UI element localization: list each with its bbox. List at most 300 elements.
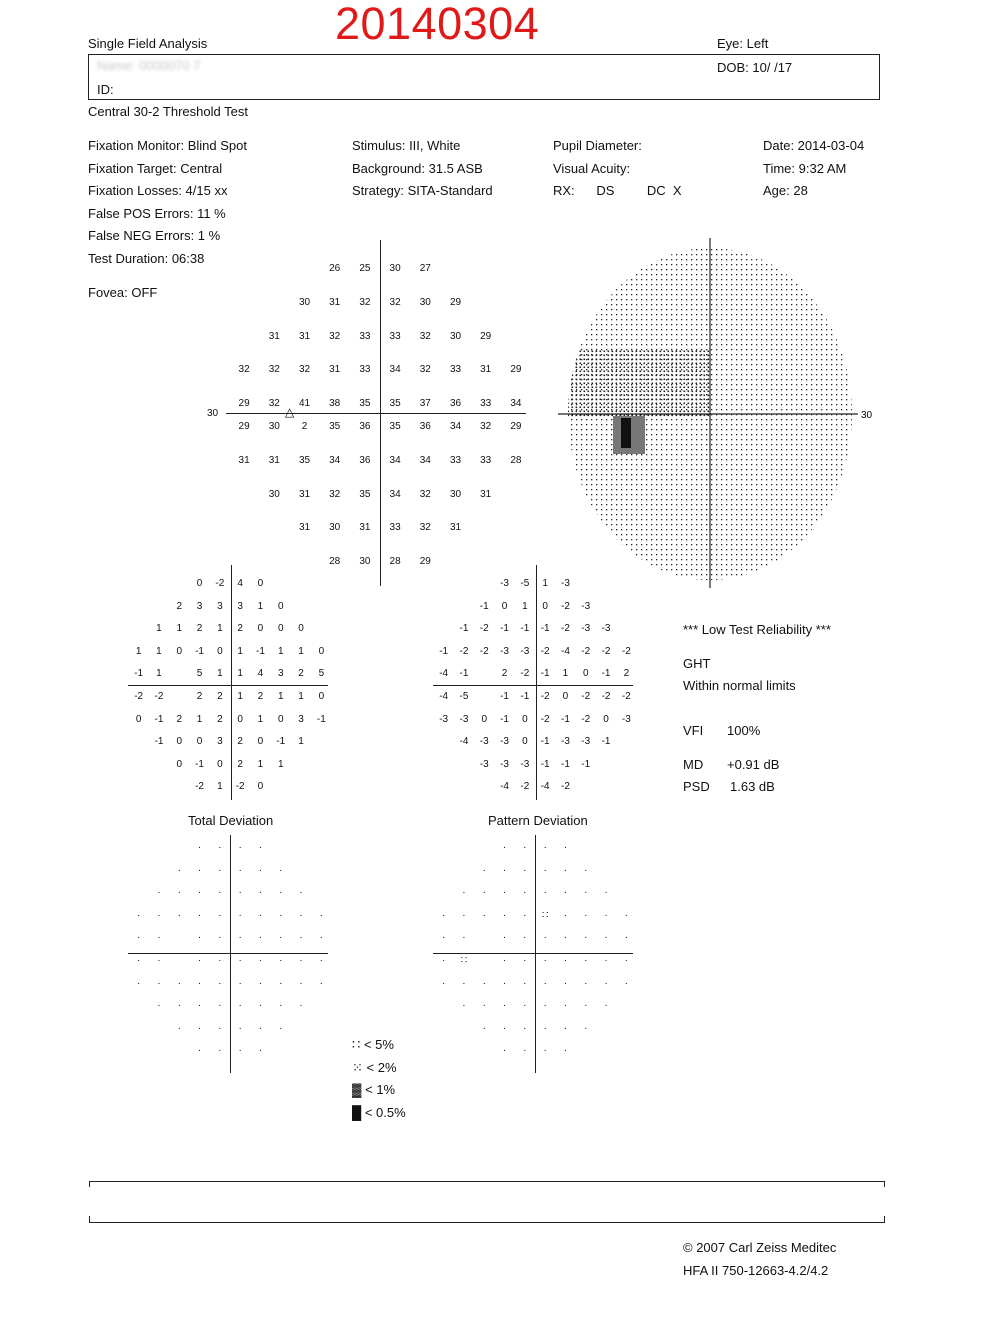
legend-5pct: [352, 1037, 394, 1053]
pd-cell: -1: [500, 691, 509, 702]
td-prob-symbol: ·: [197, 1045, 202, 1057]
td-cell: 2: [257, 691, 264, 702]
threshold-cell: 38: [329, 398, 341, 410]
pd-cell: -1: [439, 645, 449, 657]
reliability-warning: *** Low Test Reliability ***: [683, 622, 831, 637]
legend-1pct-label: < 1%: [365, 1082, 396, 1097]
pd-cell: -2: [540, 691, 550, 702]
grayscale-axis-label-right: 30: [861, 410, 873, 421]
pd-cell: -2: [459, 645, 469, 657]
td-prob-symbol: ·: [258, 932, 263, 944]
threshold-cell: 35: [329, 421, 341, 432]
dob-text: DOB: 10/ /17: [717, 60, 793, 75]
td-cell: 0: [277, 600, 284, 612]
pd-prob-symbol: ·: [502, 1045, 507, 1057]
pd-prob-symbol: ·: [462, 932, 466, 944]
threshold-cell: 33: [449, 364, 462, 376]
td-prob-symbol: ·: [279, 864, 283, 876]
td-cell: 0: [135, 713, 142, 725]
threshold-cell: 30: [329, 522, 341, 534]
pd-prob-symbol: ·: [624, 977, 629, 989]
td-prob-symbol: ·: [238, 842, 242, 853]
report-title: Single Field Analysis: [88, 36, 208, 51]
pd-cell: 0: [522, 713, 528, 725]
pd-prob-symbol: ·: [502, 977, 507, 989]
pd-cell: -1: [540, 668, 550, 680]
td-cell: 3: [217, 600, 223, 612]
threshold-cell: 32: [329, 330, 341, 342]
td-prob-symbol: ·: [218, 1000, 222, 1012]
threshold-cell: 27: [419, 263, 431, 274]
threshold-cell: 31: [359, 522, 371, 534]
pd-prob-symbol: ·: [624, 909, 629, 921]
pd-prob-symbol: ·: [482, 864, 486, 876]
md-value: +0.91 dB: [727, 757, 780, 772]
td-prob-symbol: ·: [238, 932, 242, 944]
pd-prob-symbol: ·: [563, 955, 568, 966]
threshold-cell: 34: [419, 454, 431, 466]
td-prob-symbol: ·: [279, 955, 283, 966]
pd-prob-symbol: ·: [523, 1000, 527, 1012]
pd-cell: -3: [500, 578, 509, 589]
threshold-cell: 35: [359, 398, 371, 410]
td-cell: 0: [257, 781, 264, 793]
td-prob-symbol: ·: [258, 1022, 263, 1034]
pd-prob-symbol: ·: [462, 1000, 466, 1012]
threshold-cell: 32: [419, 330, 431, 342]
pd-cell: -2: [560, 781, 570, 793]
threshold-cell: 31: [298, 488, 311, 500]
td-prob-symbol: ·: [218, 955, 222, 966]
threshold-cell: 31: [268, 454, 280, 466]
threshold-cell: 26: [329, 263, 341, 274]
threshold-cell: 32: [419, 364, 431, 376]
td-prob-symbol: ·: [157, 955, 161, 966]
td-cell: 2: [298, 668, 304, 680]
pd-prob-symbol: ·: [502, 932, 507, 944]
ght-label: GHT: [683, 656, 711, 671]
pd-prob-symbol: ·: [502, 864, 507, 876]
footer-tick-br: [884, 1216, 885, 1222]
pd-prob-symbol: ·: [462, 977, 466, 989]
threshold-cell: 31: [329, 364, 341, 376]
pd-cell: -2: [520, 781, 530, 793]
threshold-cell: 31: [268, 330, 280, 342]
pd-prob-symbol: ·: [604, 955, 608, 966]
md-label: MD: [683, 757, 704, 772]
pd-prob-symbol: ·: [543, 932, 547, 944]
pd-cell: -1: [459, 668, 469, 680]
pd-prob-symbol: ·: [441, 977, 446, 989]
td-label: Total Deviation: [188, 813, 274, 828]
td-prob-symbol: ·: [319, 909, 324, 921]
td-cell: 3: [237, 600, 243, 612]
pd-cell: -4: [540, 781, 550, 793]
td-cell: -2: [235, 781, 245, 793]
pd-prob-symbol: ·: [441, 909, 446, 921]
td-prob-symbol: ·: [279, 977, 283, 989]
threshold-cell: 29: [419, 556, 431, 568]
threshold-cell: 32: [298, 364, 311, 376]
footer-tick-tl: [89, 1181, 90, 1187]
threshold-cell: 2: [301, 421, 308, 432]
threshold-cell: 36: [359, 421, 371, 432]
pd-prob-symbol: ∷: [460, 955, 468, 966]
threshold-cell: 41: [298, 398, 311, 410]
td-prob-symbol: ·: [157, 887, 161, 899]
pd-cell: -2: [601, 691, 611, 702]
eye-label: Eye: Left: [717, 36, 769, 51]
pd-prob-symbol: ·: [604, 909, 608, 921]
td-cell: 1: [298, 691, 304, 702]
td-cell: 2: [176, 600, 183, 612]
pd-prob-symbol: ·: [441, 955, 446, 966]
threshold-cell: 31: [298, 522, 311, 534]
pd-cell: 0: [542, 600, 548, 612]
td-cell: 1: [298, 736, 304, 748]
pd-cell: -3: [500, 736, 509, 748]
pd-cell: 0: [582, 668, 589, 680]
td-prob-symbol: ·: [177, 909, 181, 921]
td-prob-symbol: ·: [238, 977, 242, 989]
pd-prob-symbol: ·: [543, 1000, 547, 1012]
td-cell: 1: [156, 645, 162, 657]
footer-tick-bl: [89, 1216, 90, 1222]
pd-cell: -2: [540, 713, 550, 725]
threshold-cell: 34: [510, 398, 522, 410]
td-prob-symbol: ·: [258, 1045, 263, 1057]
pd-prob-symbol: ·: [563, 1022, 568, 1034]
pd-cell: -2: [479, 623, 489, 635]
pd-prob-symbol: ·: [563, 864, 568, 876]
pd-cell: -2: [581, 691, 591, 702]
pd-prob-symbol: ·: [543, 955, 547, 966]
td-cell: 0: [298, 623, 304, 635]
td-cell: 2: [196, 623, 203, 635]
pd-cell: -3: [560, 578, 570, 589]
pd-prob-symbol: ·: [502, 909, 507, 921]
td-cell: 3: [196, 600, 203, 612]
threshold-cell: 29: [510, 421, 522, 432]
threshold-cell: 36: [359, 454, 371, 466]
pd-cell: 0: [562, 691, 569, 702]
pd-prob-symbol: ·: [563, 1000, 568, 1012]
pupil-diameter: Pupil Diameter:: [553, 138, 642, 153]
threshold-cell: 31: [329, 296, 341, 308]
td-prob-symbol: ·: [177, 864, 181, 876]
td-cell: 0: [257, 623, 264, 635]
td-prob-symbol: ·: [218, 932, 222, 944]
td-cell: 0: [176, 645, 183, 657]
threshold-cell: 33: [480, 454, 492, 466]
threshold-cell: 29: [238, 398, 250, 410]
threshold-cell: 32: [238, 364, 250, 376]
footer-tick-tr: [884, 1181, 885, 1187]
pd-cell: -3: [500, 645, 509, 657]
threshold-cell: 34: [389, 488, 401, 500]
threshold-cell: 36: [449, 398, 462, 410]
td-prob-symbol: ·: [177, 1000, 181, 1012]
pd-cell: -2: [560, 600, 570, 612]
pd-cell: -1: [560, 713, 570, 725]
td-cell: -1: [195, 758, 204, 770]
td-prob-symbol: ·: [258, 977, 263, 989]
pd-prob-symbol: ·: [563, 932, 568, 944]
pd-prob-symbol: ·: [523, 909, 527, 921]
pd-prob-symbol: ·: [584, 977, 588, 989]
false-pos-errors: False POS Errors: 11 %: [88, 206, 226, 221]
pd-prob-symbol: ·: [563, 842, 568, 853]
threshold-cell: 34: [389, 364, 401, 376]
td-cell: 0: [318, 691, 325, 702]
td-prob-symbol: ·: [299, 1000, 303, 1012]
td-cell: 0: [196, 736, 203, 748]
patient-age: Age: 28: [763, 183, 808, 198]
pd-cell: -2: [601, 645, 611, 657]
threshold-cell: 30: [449, 488, 462, 500]
test-time: Time: 9:32 AM: [763, 161, 847, 176]
td-prob-symbol: ·: [197, 887, 202, 899]
td-prob-symbol: ·: [177, 977, 181, 989]
pd-cell: -3: [581, 623, 591, 635]
td-prob-symbol: ·: [218, 842, 222, 853]
td-cell: 4: [257, 668, 264, 680]
pd-cell: -3: [520, 645, 530, 657]
td-prob-symbol: ·: [299, 977, 303, 989]
pd-prob-symbol: ·: [563, 1045, 568, 1057]
pd-cell: 1: [542, 578, 548, 589]
pd-cell: -1: [601, 668, 611, 680]
td-prob-symbol: ·: [238, 1000, 242, 1012]
td-prob-symbol: ·: [238, 1022, 242, 1034]
td-cell: 0: [277, 713, 284, 725]
pd-cell: -1: [540, 623, 550, 635]
td-prob-symbol: ·: [279, 1000, 283, 1012]
td-cell: -2: [215, 578, 225, 589]
td-cell: 0: [196, 578, 203, 589]
td-prob-symbol: ·: [197, 864, 202, 876]
pd-cell: -1: [500, 623, 509, 635]
td-cell: -1: [195, 645, 204, 657]
pd-cell: 0: [522, 736, 528, 748]
background: Background: 31.5 ASB: [352, 161, 483, 176]
threshold-cell: 30: [298, 296, 311, 308]
td-cell: 0: [257, 578, 264, 589]
td-prob-symbol: ·: [157, 909, 161, 921]
pd-prob-symbol: ·: [523, 842, 527, 853]
td-cell: -1: [276, 736, 286, 748]
threshold-cell: 34: [449, 421, 462, 432]
patient-name: Name: 0000070 7: [97, 58, 201, 73]
td-prob-symbol: ·: [238, 887, 242, 899]
pd-cell: -3: [459, 713, 469, 725]
threshold-cell: 33: [359, 330, 371, 342]
pd-prob-symbol: ·: [543, 887, 547, 899]
td-cell: 0: [318, 645, 325, 657]
td-prob-symbol: ·: [258, 887, 263, 899]
pd-prob-symbol: ·: [563, 887, 568, 899]
pd-prob-symbol: ∷: [541, 909, 549, 921]
pd-prob-symbol: ·: [543, 1045, 547, 1057]
pd-cell: -1: [479, 600, 489, 612]
test-duration: Test Duration: 06:38: [88, 251, 205, 266]
threshold-cell: 35: [359, 488, 371, 500]
threshold-cell: 31: [480, 488, 492, 500]
pd-cell: 1: [522, 600, 528, 612]
pd-prob-symbol: ·: [543, 842, 547, 853]
pd-prob-symbol: ·: [523, 977, 527, 989]
pd-prob-symbol: ·: [523, 932, 527, 944]
td-cell: 0: [176, 736, 183, 748]
pd-cell: -3: [621, 713, 631, 725]
td-cell: 0: [237, 713, 243, 725]
threshold-cell: 29: [238, 421, 250, 432]
pd-cell: -1: [520, 623, 530, 635]
threshold-cell: 33: [359, 364, 371, 376]
threshold-cell: 30: [268, 488, 280, 500]
td-cell: 1: [277, 645, 284, 657]
test-date: Date: 2014-03-04: [763, 138, 865, 153]
td-prob-symbol: ·: [258, 1000, 263, 1012]
td-cell: 1: [237, 691, 243, 702]
pd-cell: -3: [479, 736, 489, 748]
pd-cell: -1: [581, 758, 591, 770]
td-cell: 1: [277, 691, 284, 702]
pd-prob-symbol: ·: [523, 955, 527, 966]
false-neg-errors: False NEG Errors: 1 %: [88, 228, 221, 243]
td-cell: 1: [277, 758, 284, 770]
pd-cell: -3: [439, 713, 449, 725]
threshold-cell: 30: [389, 263, 401, 274]
pd-cell: -3: [479, 758, 489, 770]
td-prob-symbol: ·: [299, 932, 303, 944]
td-cell: 1: [298, 645, 304, 657]
pd-prob-symbol: ·: [441, 932, 446, 944]
td-cell: 1: [237, 645, 243, 657]
threshold-cell: 33: [449, 454, 462, 466]
td-cell: 0: [277, 623, 284, 635]
pd-prob-symbol: ·: [584, 955, 588, 966]
td-prob-symbol: ·: [319, 977, 324, 989]
threshold-cell: 32: [419, 488, 431, 500]
threshold-cell: 31: [480, 364, 492, 376]
td-cell: 1: [196, 713, 203, 725]
strategy: Strategy: SITA-Standard: [352, 183, 493, 198]
td-cell: 4: [237, 578, 243, 589]
threshold-cell: 37: [419, 398, 431, 410]
td-cell: 2: [217, 713, 223, 725]
model-number: HFA II 750-12663-4.2/4.2: [683, 1263, 829, 1278]
pd-cell: -1: [601, 736, 611, 748]
pd-cell: -2: [621, 691, 631, 702]
td-prob-symbol: ·: [197, 932, 202, 944]
fixation-target: Fixation Target: Central: [88, 161, 223, 176]
td-prob-symbol: ·: [279, 887, 283, 899]
td-prob-symbol: ·: [258, 955, 263, 966]
pd-cell: 0: [603, 713, 609, 725]
pd-prob-symbol: ·: [502, 887, 507, 899]
pd-prob-symbol: ·: [523, 1045, 527, 1057]
legend-2pct-label: < 2%: [366, 1060, 397, 1075]
td-prob-symbol: ·: [218, 864, 222, 876]
pd-cell: 2: [623, 668, 630, 680]
pd-prob-symbol: ·: [604, 1000, 608, 1012]
threshold-axis-label-left: 30: [207, 408, 219, 419]
pd-cell: -2: [581, 645, 591, 657]
td-prob-symbol: ·: [238, 1045, 242, 1057]
pd-prob-symbol: ·: [502, 1022, 507, 1034]
td-prob-symbol: ·: [319, 932, 324, 944]
td-cell: 2: [237, 758, 243, 770]
pd-prob-symbol: ·: [584, 887, 588, 899]
pd-cell: -4: [560, 645, 570, 657]
legend-05pct-label: < 0.5%: [364, 1105, 406, 1120]
pd-cell: -1: [500, 713, 509, 725]
pd-prob-symbol: ·: [543, 1022, 547, 1034]
td-prob-symbol: ·: [279, 932, 283, 944]
td-prob-symbol: ·: [177, 1022, 181, 1034]
td-prob-symbol: ·: [218, 1022, 222, 1034]
td-cell: -1: [134, 668, 144, 680]
td-cell: 5: [318, 668, 325, 680]
td-cell: -2: [195, 781, 204, 793]
td-cell: 1: [257, 713, 264, 725]
pd-prob-symbol: ·: [624, 955, 629, 966]
threshold-cell: 35: [298, 454, 311, 466]
td-cell: 0: [257, 736, 264, 748]
stimulus: Stimulus: III, White: [352, 138, 461, 153]
visual-acuity: Visual Acuity:: [553, 161, 631, 176]
pd-prob-symbol: ·: [604, 977, 608, 989]
td-prob-symbol: ·: [197, 909, 202, 921]
footer-bottom-line: [89, 1222, 885, 1223]
td-cell: 2: [237, 736, 243, 748]
threshold-cell: 35: [389, 421, 401, 432]
threshold-cell: 32: [419, 522, 431, 534]
td-prob-symbol: ·: [299, 887, 303, 899]
pd-prob-symbol: ·: [604, 887, 608, 899]
td-cell: 5: [196, 668, 203, 680]
td-cell: 1: [135, 645, 142, 657]
legend-5pct-icon: ∷: [352, 1037, 361, 1052]
td-cell: 3: [277, 668, 284, 680]
td-cell: 1: [156, 668, 162, 680]
td-prob-symbol: ·: [238, 909, 242, 921]
td-prob-symbol: ·: [197, 1022, 202, 1034]
td-cell: 2: [217, 691, 223, 702]
pd-cell: -3: [581, 736, 591, 748]
legend-2pct-icon: ⁙: [352, 1060, 363, 1075]
td-prob-symbol: ·: [157, 977, 161, 989]
pd-cell: -5: [459, 691, 469, 702]
td-prob-symbol: ·: [279, 909, 283, 921]
td-prob-symbol: ·: [319, 955, 324, 966]
threshold-cell: 32: [268, 364, 280, 376]
test-name: Central 30-2 Threshold Test: [88, 104, 248, 119]
pd-prob-symbol: ·: [502, 955, 507, 966]
pd-cell: -1: [459, 623, 469, 635]
td-cell: 0: [217, 758, 223, 770]
fixation-losses: Fixation Losses: 4/15 xx: [88, 183, 228, 198]
legend-5pct-label: < 5%: [363, 1037, 394, 1052]
td-prob-symbol: ·: [258, 864, 263, 876]
threshold-cell: 31: [238, 454, 250, 466]
td-prob-symbol: ·: [157, 932, 161, 944]
td-cell: 1: [217, 781, 223, 793]
pd-cell: -1: [520, 691, 530, 702]
td-prob-symbol: ·: [299, 955, 303, 966]
td-prob-symbol: ·: [136, 977, 141, 989]
